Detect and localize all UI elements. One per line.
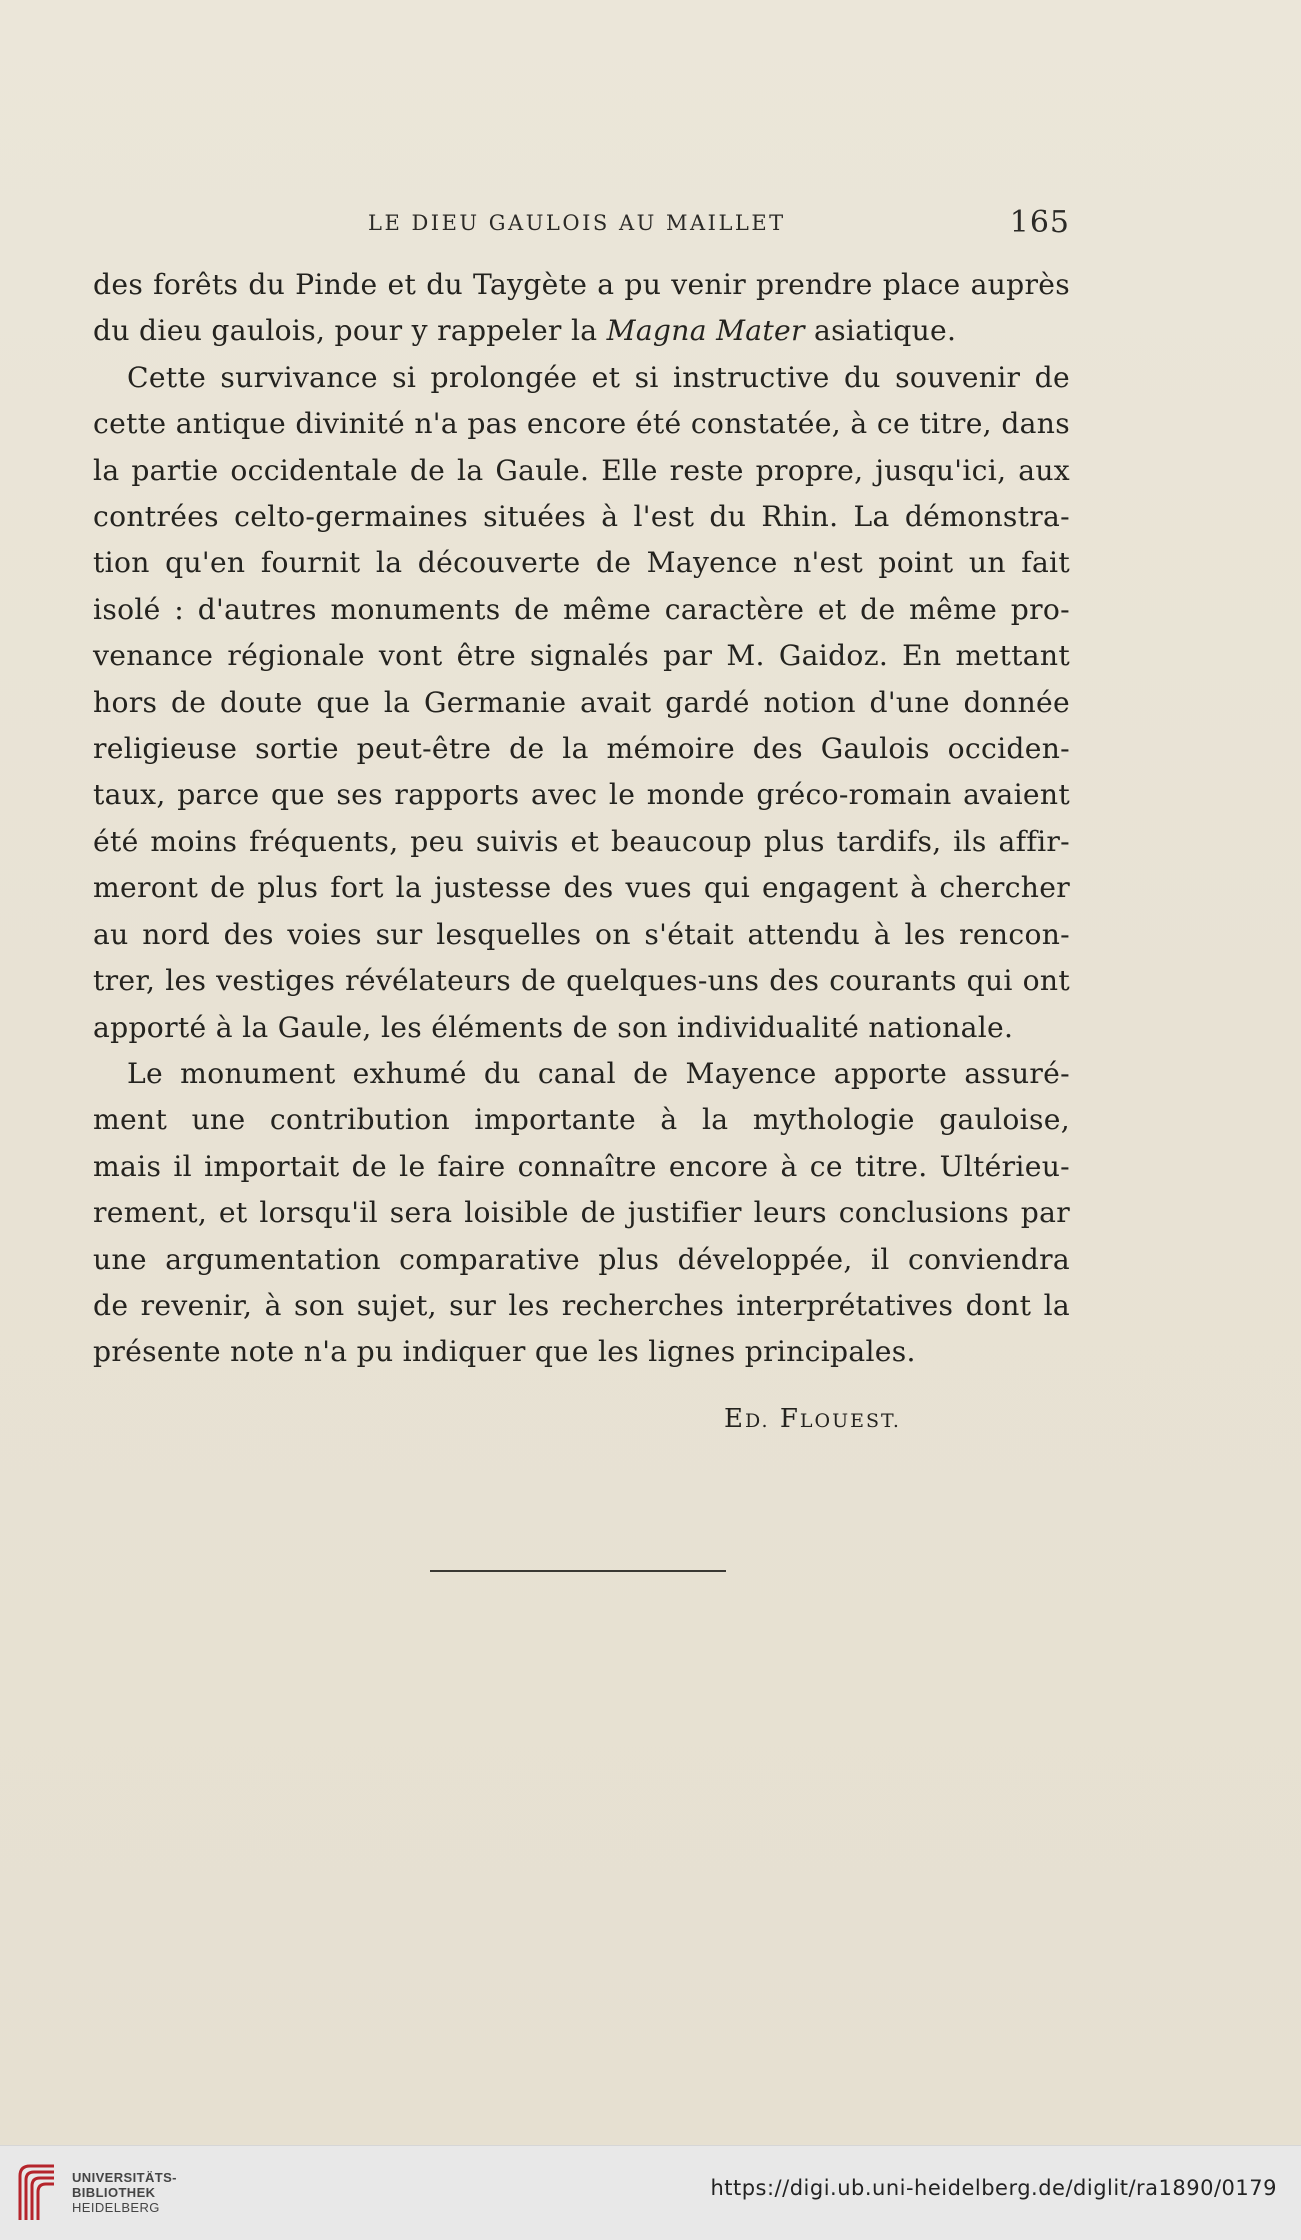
text-line: apporté à la Gaule, les éléments de son individualité nationale. [93,1010,1014,1044]
library-logo-icon[interactable] [14,2162,60,2222]
text-run: du dieu gaulois, pour y rappeler la [93,314,607,348]
signature-initial: F [779,1404,800,1434]
text-line: Le monument exhumé du canal de Mayence apporte assuré- [127,1056,1070,1090]
body-text [93,262,1070,1376]
text-line: de revenir, à son sujet, sur les recherches interprétatives dont la [93,1288,1070,1322]
signature-rest: LOUEST. [799,1410,901,1432]
text-line: taux, parce que ses rapports avec le monde gréco-romain avaient [93,778,1070,812]
page-number: 165 [1009,205,1070,240]
text-line [93,308,1070,354]
text-line: tion qu'en fournit la découverte de Mayence n'est point un fait [93,546,1070,580]
signature-rest: D. [744,1410,770,1432]
text-run: asiatique. [804,314,957,348]
text-line: mais il importait de le faire connaître encore à ce titre. Ultérieu- [93,1149,1070,1183]
library-name-line: BIBLIOTHEK [72,2185,156,2200]
text-line: au nord des voies sur lesquelles on s'était attendu à les rencon- [93,917,1070,951]
text-line: contrées celto-germaines situées à l'est du Rhin. La démonstra- [93,500,1070,534]
text-line: la partie occidentale de la Gaule. Elle reste propre, jusqu'ici, aux [93,453,1070,487]
document-url-link[interactable]: https://digi.ub.uni-heidelberg.de/diglit/ra1890/0179 [710,2176,1277,2200]
viewer-footer [0,2145,1301,2240]
running-head [93,205,1070,245]
text-line: Cette survivance si prolongée et si instructive du souvenir de [127,360,1070,394]
text-line: isolé : d'autres monuments de même caractère et de même pro- [93,592,1070,626]
author-signature [724,1404,901,1434]
text-line: des forêts du Pinde et du Taygète a pu venir prendre place auprès [93,268,1070,301]
text-line: venance régionale vont être signalés par M. Gaidoz. En mettant [93,639,1070,673]
text-line: hors de doute que la Germanie avait gardé notion d'une donnée [93,685,1070,719]
text-line: religieuse sortie peut-être de la mémoire des Gaulois occiden- [93,732,1070,766]
text-line: meront de plus fort la justesse des vues qui engagent à chercher [93,871,1070,905]
library-name-line: HEIDELBERG [72,2200,160,2215]
text-line: trer, les vestiges révélateurs de quelques-uns des courants qui ont [93,964,1070,998]
running-title: LE DIEU GAULOIS AU MAILLET [368,211,786,235]
text-line: rement, et lorsqu'il sera loisible de justifier leurs conclusions par [93,1196,1070,1230]
italic-phrase: Magna Mater [606,314,805,348]
text-line: ment une contribution importante à la mythologie gauloise, [93,1103,1070,1137]
text-line: cette antique divinité n'a pas encore été constatée, à ce titre, dans [93,407,1070,441]
text-line: une argumentation comparative plus développée, il conviendra [93,1242,1070,1276]
end-rule [430,1570,726,1572]
library-name-line: UNIVERSITÄTS- [72,2170,177,2185]
signature-initial: E [724,1404,745,1434]
library-name[interactable] [72,2170,177,2215]
text-line: été moins fréquents, peu suivis et beaucoup plus tardifs, ils affir- [93,824,1070,858]
text-line: présente note n'a pu indiquer que les lignes principales. [93,1335,916,1369]
